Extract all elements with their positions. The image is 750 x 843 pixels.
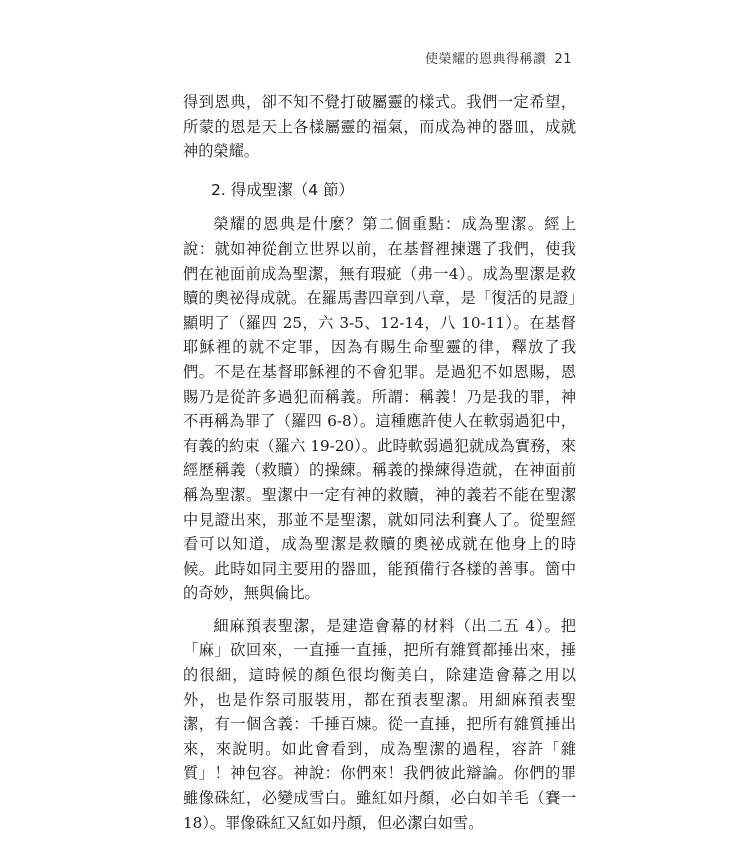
running-title: 使榮耀的恩典得稱讚 — [424, 52, 547, 67]
continued-paragraph: 得到恩典，卻不知不覺打破屬靈的樣式。我們一定希望，所蒙的恩是天上各樣屬靈的福氣，而成為神的器皿，成就神的榮耀。 — [183, 93, 576, 161]
section-heading: 2. 得成聖潔（4 節） — [211, 180, 355, 199]
page-number: 21 — [554, 52, 572, 67]
paragraph-1: 榮耀的恩典是什麼？第二個重點：成為聖潔。經上說：就如神從創立世界以前，在基督裡揀選了我們，使我們在祂面前成為聖潔，無有瑕疵（弗一4）。成為聖潔是救贖的奧祕得成就。在羅馬書四章到八章，是「復活的見證」顯明了（羅四 25，六 3-5、12-14，八 10-11）。在基督耶穌裡的就不定罪，因為有賜生命聖靈的律，釋放了我們。不是在基督耶穌裡的不會犯罪。是過犯不如恩賜，恩賜乃是從許多過犯而稱義。所謂：稱義！乃是我的罪，神不再稱為罪了（羅四 6-8）。這種應許使人在軟弱過犯中，有義的約束（羅六 19-20）。此時軟弱過犯就成為實務，來經歷稱義（救贖）的操練。稱義的操練得造就，在神面前稱為聖潔。聖潔中一定有神的救贖，神的義若不能在聖潔中見證出來，那並不是聖潔，就如同法利賽人了。從聖經看可以知道，成為聖潔是救贖的奧祕成就在他身上的時候。此時如同主要用的器皿，能預備行各樣的善事。箇中的奇妙，無與倫比。 — [183, 215, 576, 603]
running-header — [425, 48, 572, 67]
paragraph-2: 細麻預表聖潔，是建造會幕的材料（出二五 4）。把「麻」砍回來，一直捶一直捶，把所有雜質都捶出來，捶的很細，這時候的顏色很均衡美白，除建造會幕之用以外，也是作祭司服裝用，都在預表聖潔。用細麻預表聖潔，有一個含義：千捶百煉。從一直捶，把所有雜質捶出來，來說明。如此會看到，成為聖潔的過程，容許「雜質」！神包容。神說：你們來！我們彼此辯論。你們的罪雖像硃紅，必變成雪白。雖紅如丹顏，必白如羊毛（賽一 18）。罪像硃紅又紅如丹顏，但必潔白如雪。 — [183, 616, 576, 832]
body-text — [183, 90, 576, 843]
